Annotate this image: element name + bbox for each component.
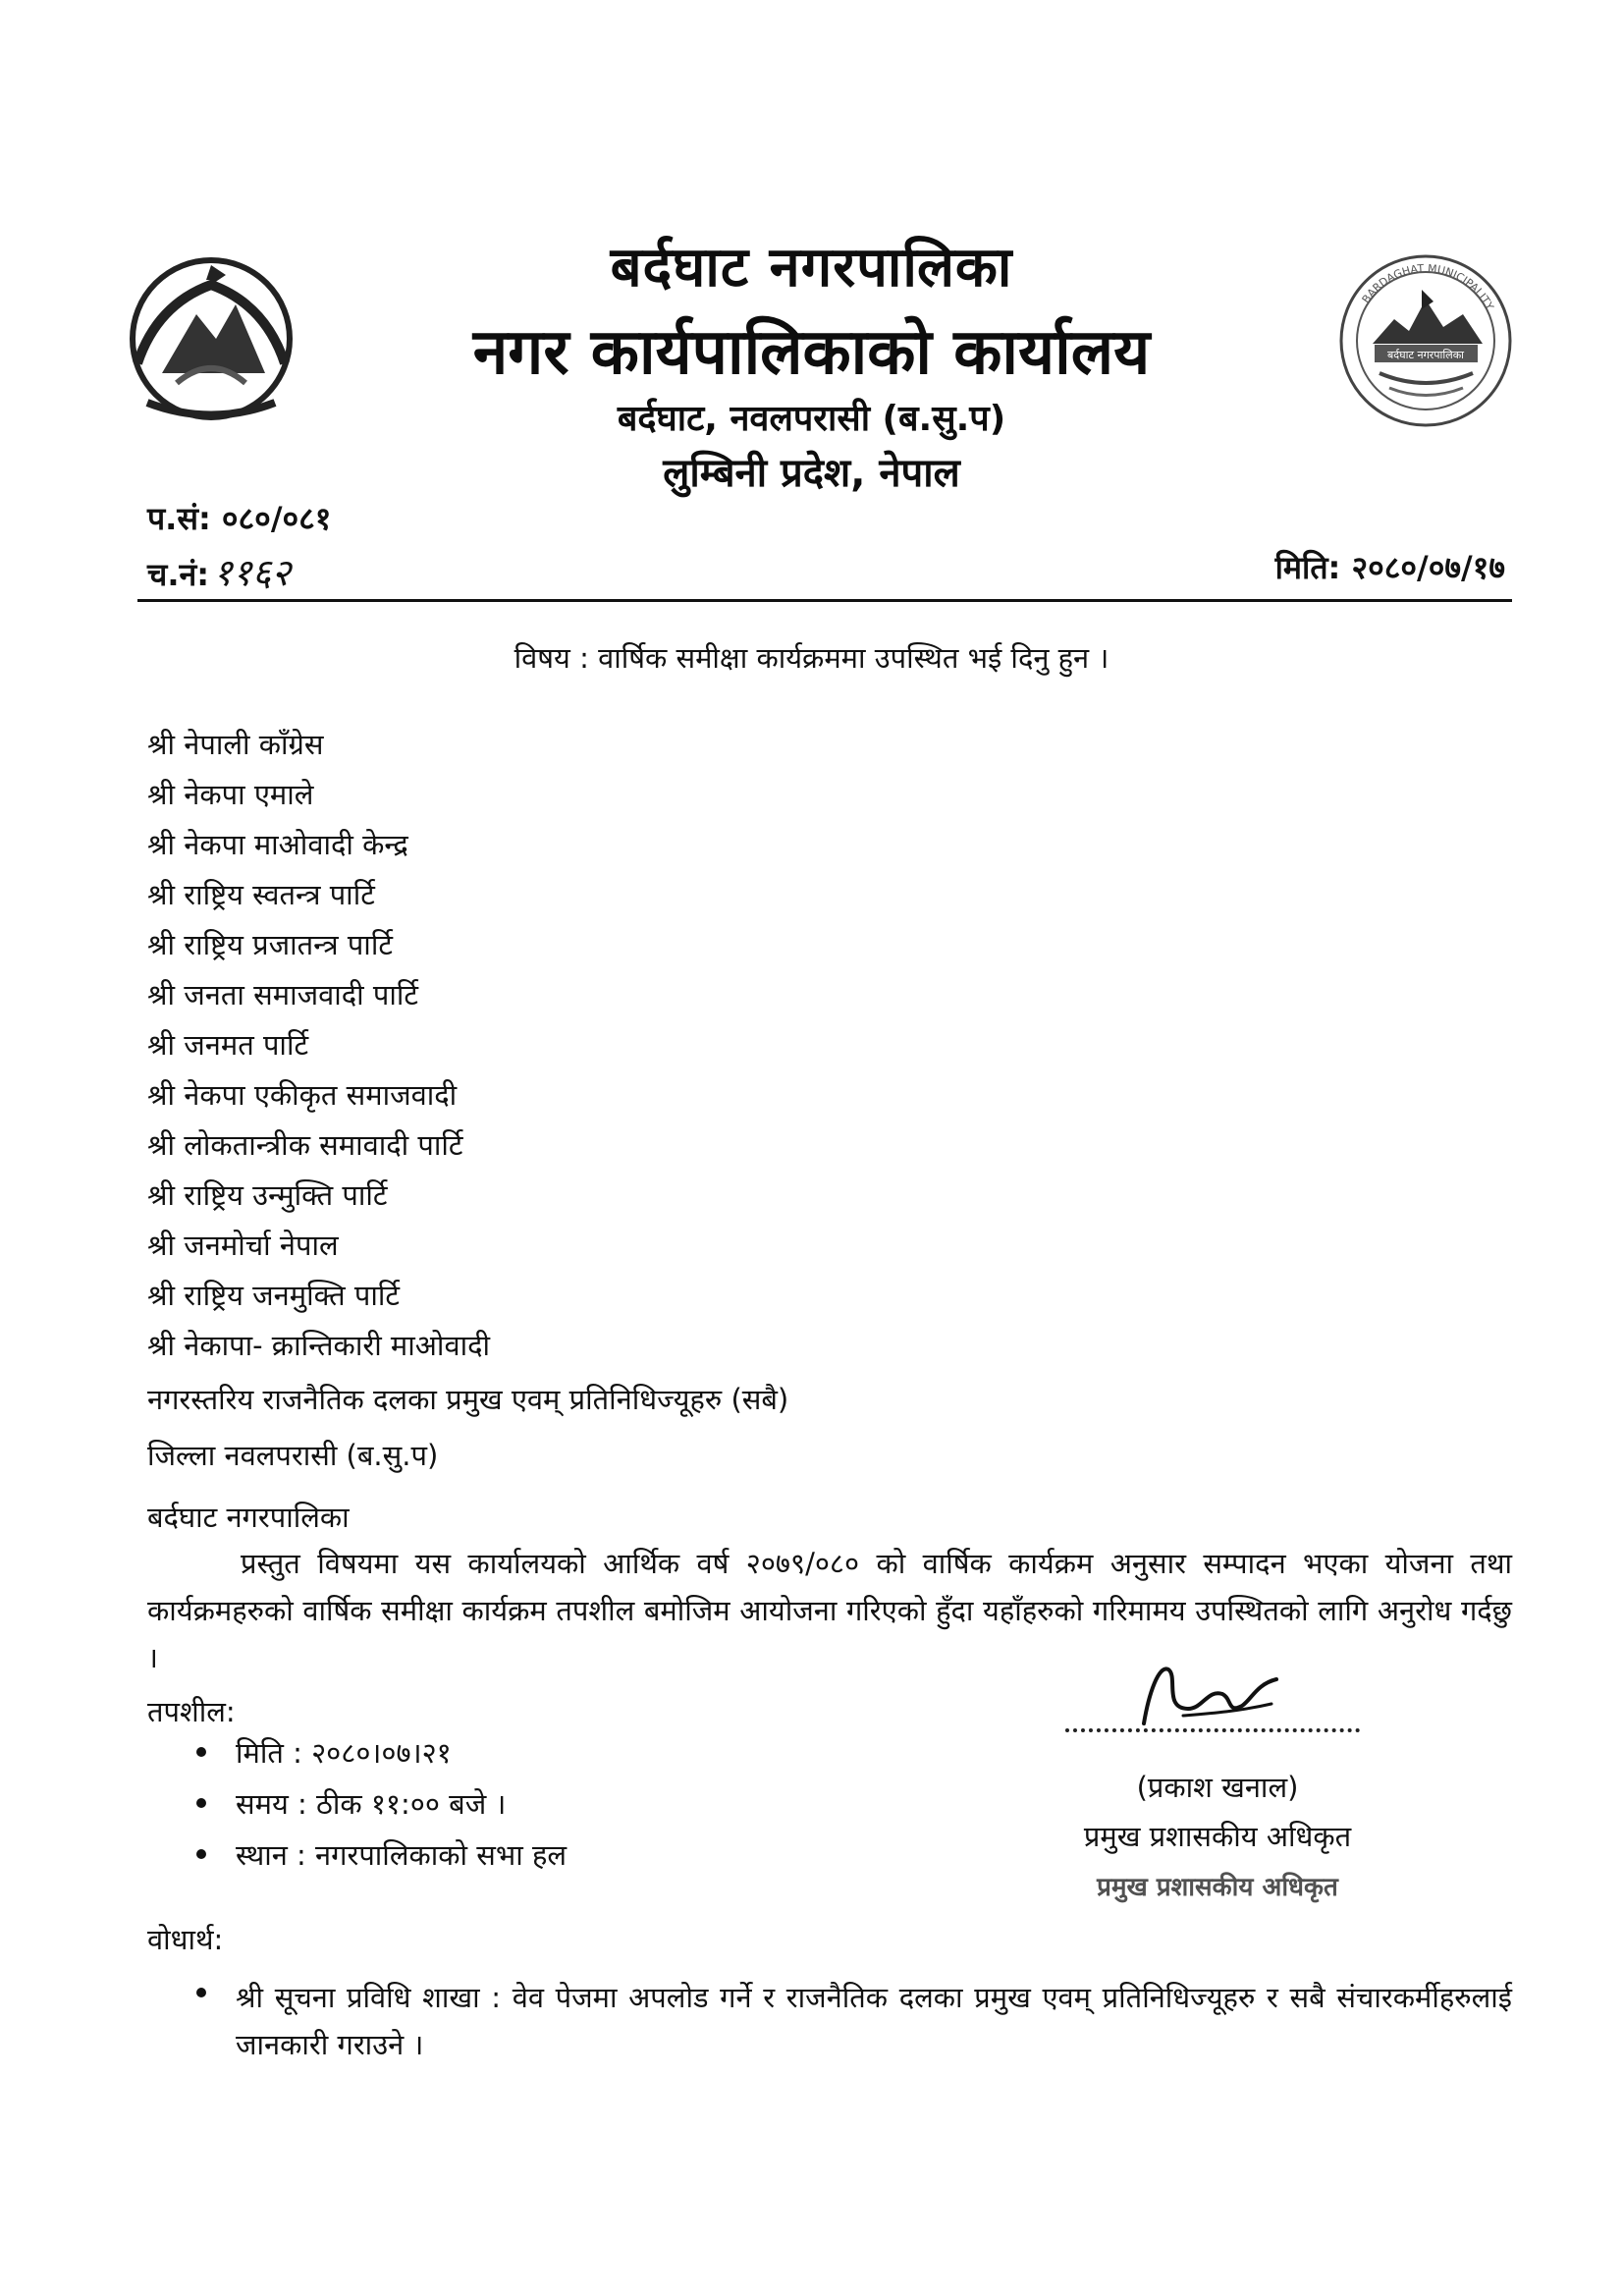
recipient-item: श्री राष्ट्रिय उन्मुक्ति पार्टि: [147, 1178, 388, 1212]
recipient-item: श्री नेपाली काँग्रेस: [147, 728, 324, 761]
logo-ring-text: BARDAGHAT MUNICIPALITY: [1359, 261, 1496, 312]
details-label: तपशील:: [147, 1695, 236, 1728]
header-divider: [137, 599, 1512, 602]
signatory-name: (प्रकाश खनाल): [1136, 1771, 1299, 1804]
signature-line: [1065, 1728, 1360, 1732]
details-item-text: मिति : २०८०।०७।२१: [236, 1736, 452, 1770]
handwritten-signature: [1129, 1655, 1286, 1737]
dispatch-number-label: च.नं:: [147, 556, 210, 593]
details-item-text: समय : ठीक ११:०० बजे ।: [236, 1787, 507, 1821]
letter-date: मिति: २०८०/०७/१७: [1274, 549, 1505, 586]
body-paragraph: प्रस्तुत विषयमा यस कार्यालयको आर्थिक वर्ष २०७९/०८० को वार्षिक कार्यक्रम अनुसार सम्पादन भएका योजना तथा कार्यक्रमहरुको वार्षिक समीक्षा कार्यक्रम तपशील बमोजिम आयोजना गरिएको हुँदा यहाँहरुको गरिमामय उपस्थितको लागि अनुरोध गर्दछु ।: [147, 1547, 1512, 1674]
district-line: जिल्ला नवलपरासी (ब.सु.प): [147, 1439, 439, 1472]
cc-list: [196, 1974, 1512, 2068]
cc-label: वोधार्थ:: [147, 1923, 224, 1956]
bullet-icon: [196, 1988, 206, 1997]
recipient-item: श्री राष्ट्रिय स्वतन्त्र पार्टि: [147, 878, 375, 911]
dispatch-number-value: ११६२: [213, 551, 292, 594]
dispatch-number: [147, 546, 291, 597]
logo-banner-text: बर्दघाट नगरपालिका: [1386, 349, 1465, 361]
recipient-item: श्री नेकपा माओवादी केन्द्र: [147, 828, 408, 861]
bullet-icon: [196, 1798, 206, 1808]
recipient-item: श्री जनमत पार्टि: [147, 1028, 309, 1062]
municipality-line: बर्दघाट नगरपालिका: [147, 1501, 350, 1534]
details-item: [196, 1784, 567, 1835]
details-item: [196, 1733, 567, 1784]
stamp-text: प्रमुख प्रशासकीय अधिकृत: [1097, 1873, 1338, 1902]
recipient-item: श्री जनता समाजवादी पार्टि: [147, 978, 418, 1011]
bullet-icon: [196, 1747, 206, 1757]
recipient-item: श्री नेकपा एमाले: [147, 778, 314, 811]
recipient-item: श्री नेकपा एकीकृत समाजवादी: [147, 1078, 458, 1112]
details-item: [196, 1835, 567, 1886]
reference-number: प.सं: ०८०/०८१: [147, 500, 332, 537]
details-item-text: स्थान : नगरपालिकाको सभा हल: [236, 1838, 568, 1872]
recipient-item: श्री राष्ट्रिय जनमुक्ति पार्टि: [147, 1279, 400, 1312]
office-name: नगर कार्यपालिकाको कार्यालय: [472, 316, 1151, 389]
office-province: लुम्बिनी प्रदेश, नेपाल: [663, 451, 960, 496]
recipient-item: श्री लोकतान्त्रीक समावादी पार्टि: [147, 1128, 463, 1162]
recipient-item: श्री नेकापा- क्रान्तिकारी माओवादी: [147, 1329, 490, 1362]
signatory-title: प्रमुख प्रशासकीय अधिकृत: [1083, 1820, 1352, 1853]
official-stamp: [1075, 1868, 1360, 1903]
recipient-item: श्री जनमोर्चा नेपाल: [147, 1229, 339, 1262]
details-list: [196, 1733, 567, 1886]
municipality-name: बर्दघाट नगरपालिका: [610, 236, 1013, 300]
audience-line: नगरस्तरिय राजनैतिक दलका प्रमुख एवम् प्रतिनिधिज्यूहरु (सबै): [147, 1383, 789, 1416]
cc-item-text: श्री सूचना प्रविधि शाखा : वेव पेजमा अपलोड गर्ने र राजनैतिक दलका प्रमुख एवम् प्रतिनिधिज्यूहरु र सबै संचारकर्मीहरुलाई जानकारी गराउने ।: [236, 1981, 1512, 2061]
cc-item: [196, 1974, 1512, 2068]
office-address: बर्दघाट, नवलपरासी (ब.सु.प): [617, 399, 1006, 439]
recipient-item: श्री राष्ट्रिय प्रजातन्त्र पार्टि: [147, 928, 393, 961]
bullet-icon: [196, 1849, 206, 1859]
recipient-list: [147, 725, 490, 1376]
letter-subject: विषय : वार्षिक समीक्षा कार्यक्रममा उपस्थित भई दिनु हुन ।: [514, 641, 1109, 675]
